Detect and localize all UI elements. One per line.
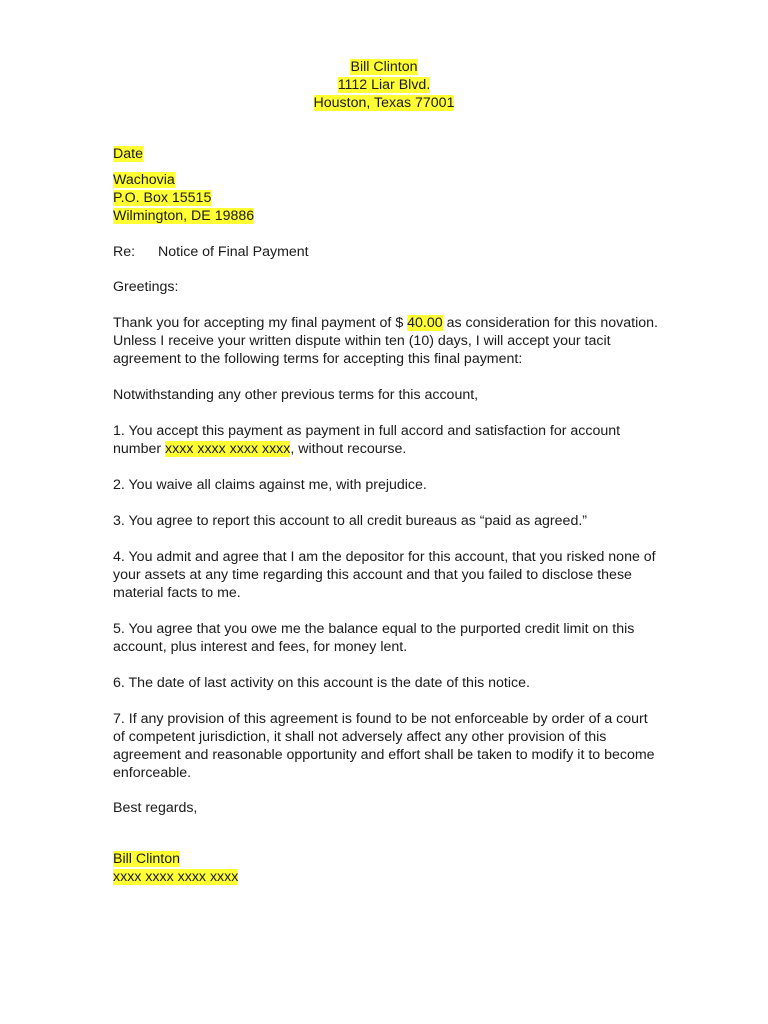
sender-street: 1112 Liar Blvd. [337, 77, 431, 93]
sender-name: Bill Clinton [350, 59, 418, 75]
notwithstanding-paragraph: Notwithstanding any other previous terms for this account, [113, 387, 479, 403]
intro-after-amount: as consideration for this novation. Unless I receive your written dispute within ten (10) days, I will accept your tacit agreement to the following terms for accepting this final payment: [113, 315, 658, 367]
term-7: 7. If any provision of this agreement is found to be not enforceable by order of a court of competent jurisdiction, it shall not adversely affect any other provision of this agreement and reasonable opportunity and effort shall be taken to modify it to become enforceable. [113, 711, 655, 781]
closing: Best regards, [113, 800, 198, 816]
sender-city: Houston, Texas 77001 [313, 95, 455, 111]
date-label: Date [113, 146, 143, 162]
signature-account: xxxx xxxx xxxx xxxx [113, 869, 239, 885]
term-6: 6. The date of last activity on this account is the date of this notice. [113, 675, 530, 691]
subject-text: Notice of Final Payment [158, 244, 309, 260]
greeting: Greetings: [113, 279, 179, 295]
recipient-city: Wilmington, DE 19886 [113, 208, 255, 224]
intro-paragraph [113, 314, 658, 368]
payment-amount: 40.00 [407, 315, 443, 331]
date-line [113, 145, 658, 163]
account-number: xxxx xxxx xxxx xxxx [165, 441, 291, 457]
letter-body [113, 145, 658, 886]
signature-block [113, 850, 658, 886]
recipient-po-box: P.O. Box 15515 [113, 190, 212, 206]
intro-before-amount: Thank you for accepting my final payment of $ [113, 315, 408, 331]
sender-address-block [0, 58, 768, 112]
term-2: 2. You waive all claims against me, with prejudice. [113, 477, 427, 493]
term-5: 5. You agree that you owe me the balance equal to the purported credit limit on this account, plus interest and fees, for money lent. [113, 621, 635, 655]
term-1-after: , without recourse. [290, 441, 407, 457]
term-4: 4. You admit and agree that I am the depositor for this account, that you risked none of your assets at any time regarding this account and that you failed to disclose these material facts to me. [113, 549, 656, 601]
recipient-address-block [113, 171, 658, 225]
term-3: 3. You agree to report this account to all credit bureaus as “paid as agreed.” [113, 513, 587, 529]
signature-name: Bill Clinton [113, 851, 181, 867]
subject-label: Re: [113, 244, 136, 260]
term-1-before: 1. You accept this payment as payment in full accord and satisfaction for account number [113, 423, 621, 457]
subject-line [113, 243, 658, 261]
term-1 [113, 422, 658, 458]
recipient-name: Wachovia [113, 172, 175, 188]
